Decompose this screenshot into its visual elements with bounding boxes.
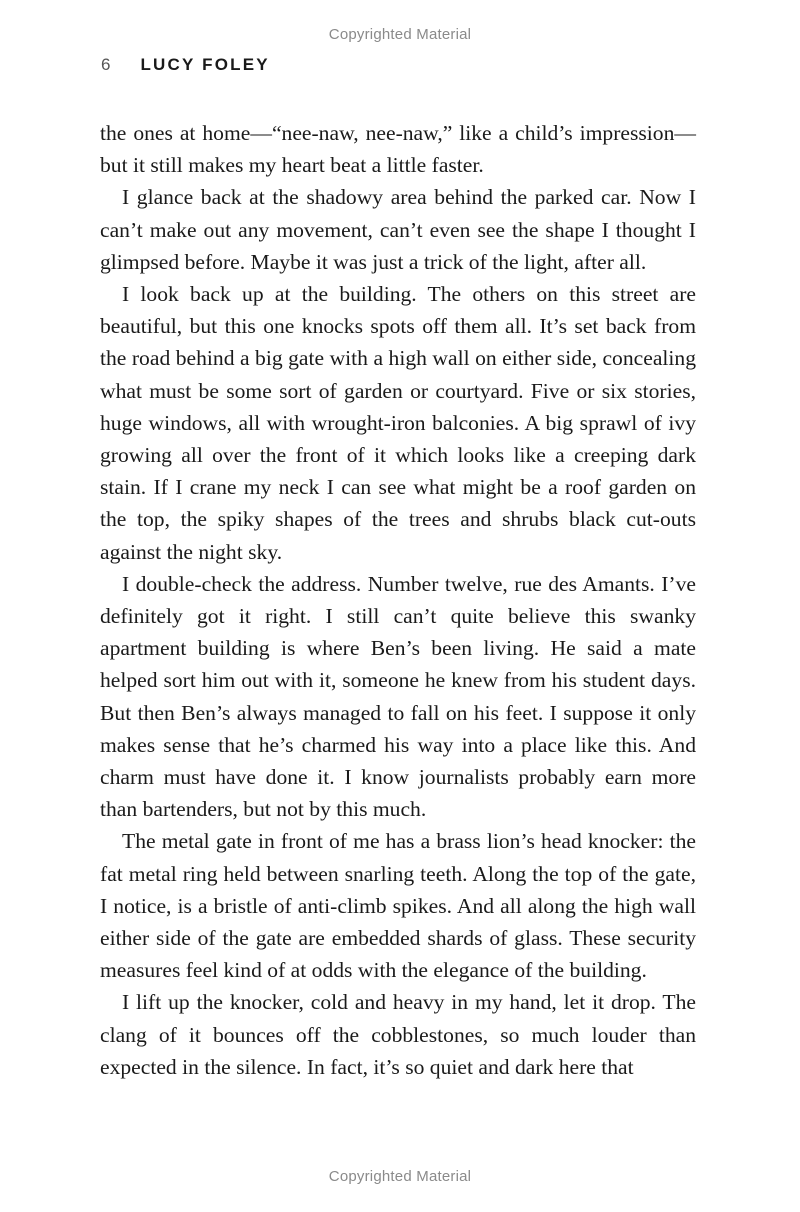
copyright-watermark-top: Copyrighted Material	[328, 26, 472, 43]
paragraph: I glance back at the shadowy area behind the parked car. Now I can’t make out any movement, can’t even see the shape I thought I glimpsed before. Maybe it was just a trick of the light, after all.	[100, 185, 696, 274]
author-name: LUCY FOLEY	[140, 55, 270, 74]
copyright-watermark-bottom: Copyrighted Material	[328, 1168, 472, 1185]
paragraph: The metal gate in front of me has a brass lion’s head knocker: the fat metal ring held between snarling teeth. Along the top of the gate, I notice, is a bristle of anti-climb spikes. And all along the high wall either side of the gate are embedded shards of glass. These security measures feel kind of at odds with the elegance of the building.	[100, 829, 696, 983]
paragraph: I lift up the knocker, cold and heavy in my hand, let it drop. The clang of it bounces off the cobblestones, so much louder than expected in the silence. In fact, it’s so quiet and dark here that	[100, 990, 696, 1079]
page-number: 6	[101, 55, 111, 74]
body-text	[100, 117, 696, 1083]
running-head	[101, 55, 270, 75]
paragraph: I double-check the address. Number twelve, rue des Amants. I’ve definitely got it right. I still can’t quite believe this swanky apartment building is where Ben’s been living. He said a mate helped sort him out with it, someone he knew from his student days. But then Ben’s always managed to fall on his feet. I suppose it only makes sense that he’s charmed his way into a place like this. And charm must have done it. I know journalists probably earn more than bartenders, but not by this much.	[100, 571, 696, 822]
paragraph: I look back up at the building. The others on this street are beautiful, but this one knocks spots off them all. It’s set back from the road behind a big gate with a high wall on either side, concealing what must be some sort of garden or courtyard. Five or six stories, huge windows, all with wrought-iron balconies. A big sprawl of ivy growing all over the front of it which looks like a creeping dark stain. If I crane my neck I can see what might be a roof garden on the top, the spiky shapes of the trees and shrubs black cut-outs against the night sky.	[100, 282, 696, 564]
paragraph: the ones at home—“nee-naw, nee-naw,” like a child’s impression—but it still makes my heart beat a little faster.	[100, 121, 696, 178]
